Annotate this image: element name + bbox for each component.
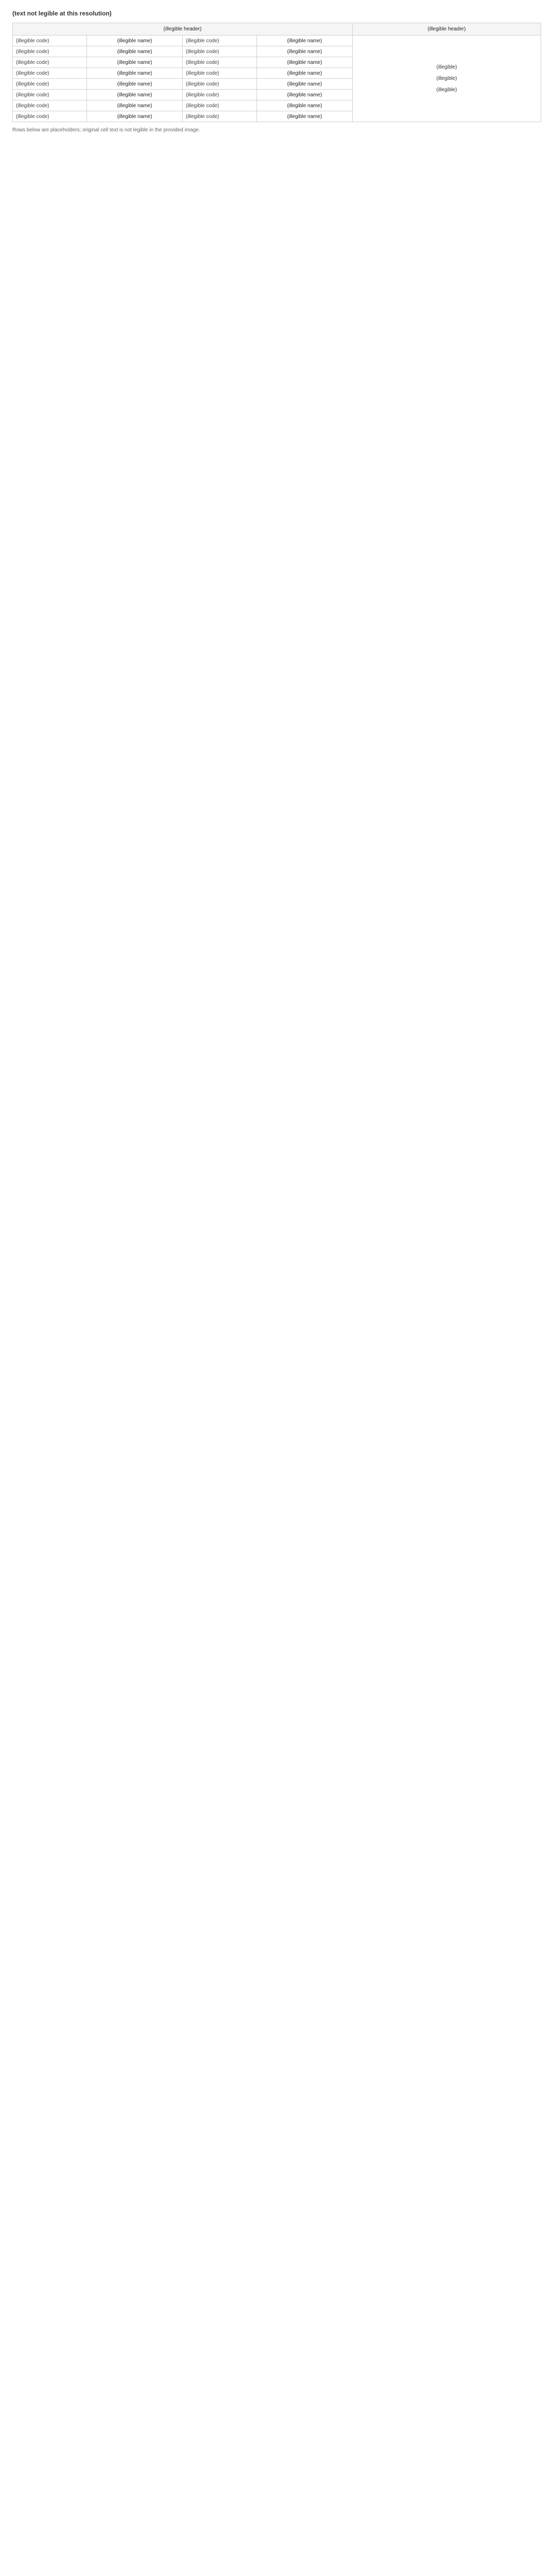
right-code-cell: (illegible code): [183, 68, 257, 79]
left-name-cell: (illegible name): [87, 100, 183, 111]
specialty-table: [12, 23, 541, 122]
left-code-cell: (illegible code): [13, 90, 87, 100]
right-name-cell: (illegible name): [257, 79, 353, 90]
right-name-cell: (illegible name): [257, 90, 353, 100]
left-code-cell: (illegible code): [13, 68, 87, 79]
remark-line: (illegible): [436, 64, 457, 70]
right-code-cell: (illegible code): [183, 90, 257, 100]
legibility-note: Rows below are placeholders; original cell text is not legible in the provided image.: [12, 127, 200, 133]
right-code-cell: (illegible code): [183, 111, 257, 122]
right-name-cell: (illegible name): [257, 68, 353, 79]
left-name-cell: (illegible name): [87, 36, 183, 46]
right-name-cell: (illegible name): [257, 57, 353, 68]
left-code-cell: (illegible code): [13, 36, 87, 46]
left-code-cell: (illegible code): [13, 57, 87, 68]
right-code-cell: (illegible code): [183, 57, 257, 68]
left-name-cell: (illegible name): [87, 111, 183, 122]
left-name-cell: (illegible name): [87, 90, 183, 100]
right-name-cell: (illegible name): [257, 36, 353, 46]
right-code-cell: (illegible code): [183, 79, 257, 90]
table-body: [13, 36, 541, 122]
left-name-cell: (illegible name): [87, 68, 183, 79]
remark-line: (illegible): [436, 75, 457, 81]
right-name-cell: (illegible name): [257, 111, 353, 122]
section-heading: (text not legible at this resolution): [12, 10, 112, 17]
left-code-cell: (illegible code): [13, 100, 87, 111]
table-header: [13, 23, 541, 36]
left-name-cell: (illegible name): [87, 57, 183, 68]
table-row: [13, 36, 541, 46]
left-code-cell: (illegible code): [13, 46, 87, 57]
right-code-cell: (illegible code): [183, 100, 257, 111]
left-name-cell: (illegible name): [87, 46, 183, 57]
left-code-cell: (illegible code): [13, 79, 87, 90]
remark-cell: [353, 36, 541, 122]
left-name-cell: (illegible name): [87, 79, 183, 90]
right-name-cell: (illegible name): [257, 100, 353, 111]
right-name-cell: (illegible name): [257, 46, 353, 57]
header-row: [13, 23, 541, 36]
specialty-group-header: (illegible header): [13, 23, 353, 36]
right-code-cell: (illegible code): [183, 36, 257, 46]
right-code-cell: (illegible code): [183, 46, 257, 57]
remark-header: (illegible header): [353, 23, 541, 36]
remark-line: (illegible): [436, 87, 457, 93]
left-code-cell: (illegible code): [13, 111, 87, 122]
